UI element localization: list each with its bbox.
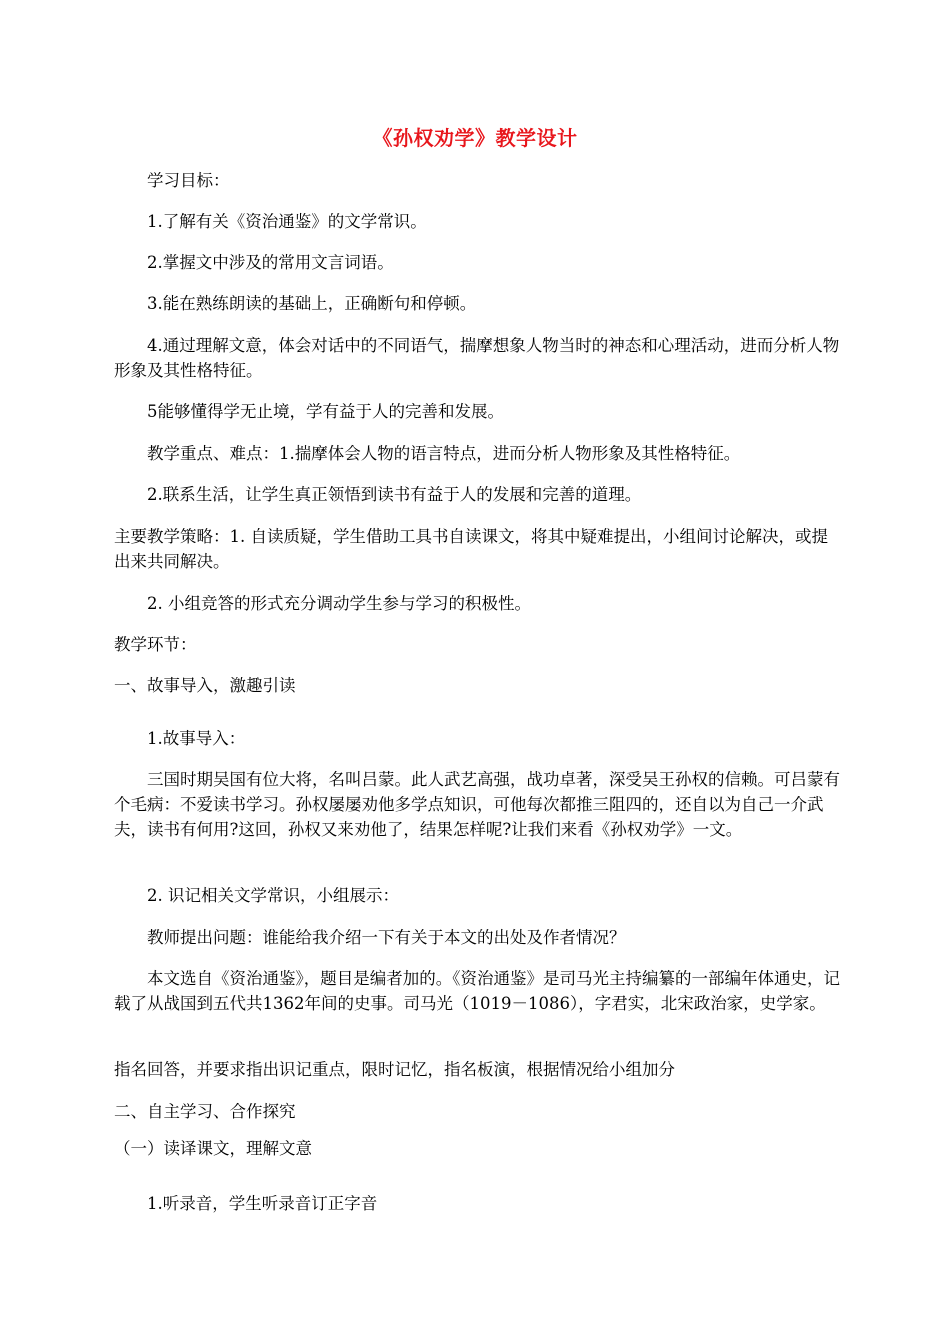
paragraph: 三国时期吴国有位大将，名叫吕蒙。此人武艺高强，战功卓著，深受吴王孙权的信赖。可吕蒙有个毛病：不爱读书学习。孙权屡屡劝他多学点知识，可他每次都推三阻四的，还自以为自己一介武夫，读书有何用?这回，孙权又来劝他了，结果怎样呢?让我们来看《孙权劝学》一文。: [114, 770, 840, 839]
paragraph: 5能够懂得学无止境，学有益于人的完善和发展。: [147, 402, 504, 421]
paragraph: 教学重点、难点：1.揣摩体会人物的语言特点，进而分析人物形象及其性格特征。: [147, 444, 741, 463]
paragraph: 2.联系生活，让学生真正领悟到读书有益于人的发展和完善的道理。: [147, 485, 642, 504]
section-heading: 一、故事导入，激趣引读: [114, 676, 296, 695]
paragraph: 1.故事导入：: [147, 729, 246, 748]
paragraph: 2. 小组竞答的形式充分调动学生参与学习的积极性。: [147, 594, 531, 613]
paragraph: 指名回答，并要求指出识记重点，限时记忆，指名板演，根据情况给小组加分: [114, 1060, 675, 1079]
document-title: 《孙权劝学》教学设计: [372, 126, 578, 150]
paragraph: 本文选自《资治通鉴》，题目是编者加的。《资治通鉴》是司马光主持编纂的一部编年体通史，记载了从战国到五代共1362年间的史事。司马光（1019－1086），字君实，北宋政治家，史学家。: [114, 969, 840, 1013]
paragraph: 4.通过理解文意，体会对话中的不同语气，揣摩想象人物当时的神态和心理活动，进而分析人物形象及其性格特征。: [114, 336, 840, 380]
paragraph: 主要教学策略：1. 自读质疑，学生借助工具书自读课文，将其中疑难提出，小组间讨论解决，或提出来共同解决。: [114, 527, 828, 571]
paragraph: 2.掌握文中涉及的常用文言词语。: [147, 253, 394, 272]
paragraph: 教师提出问题：谁能给我介绍一下有关于本文的出处及作者情况？: [147, 928, 626, 947]
paragraph: 1.听录音，学生听录音订正字音: [147, 1194, 378, 1213]
paragraph: 学习目标：: [147, 171, 230, 190]
paragraph: 2. 识记相关文学常识，小组展示：: [147, 886, 399, 905]
paragraph: 3.能在熟练朗读的基础上，正确断句和停顿。: [147, 294, 477, 313]
subsection-heading: （一）读译课文，理解文意: [114, 1139, 312, 1158]
paragraph: 教学环节：: [114, 635, 197, 654]
section-heading: 二、自主学习、合作探究: [114, 1102, 296, 1121]
paragraph: 1.了解有关《资治通鉴》的文学常识。: [147, 212, 427, 231]
